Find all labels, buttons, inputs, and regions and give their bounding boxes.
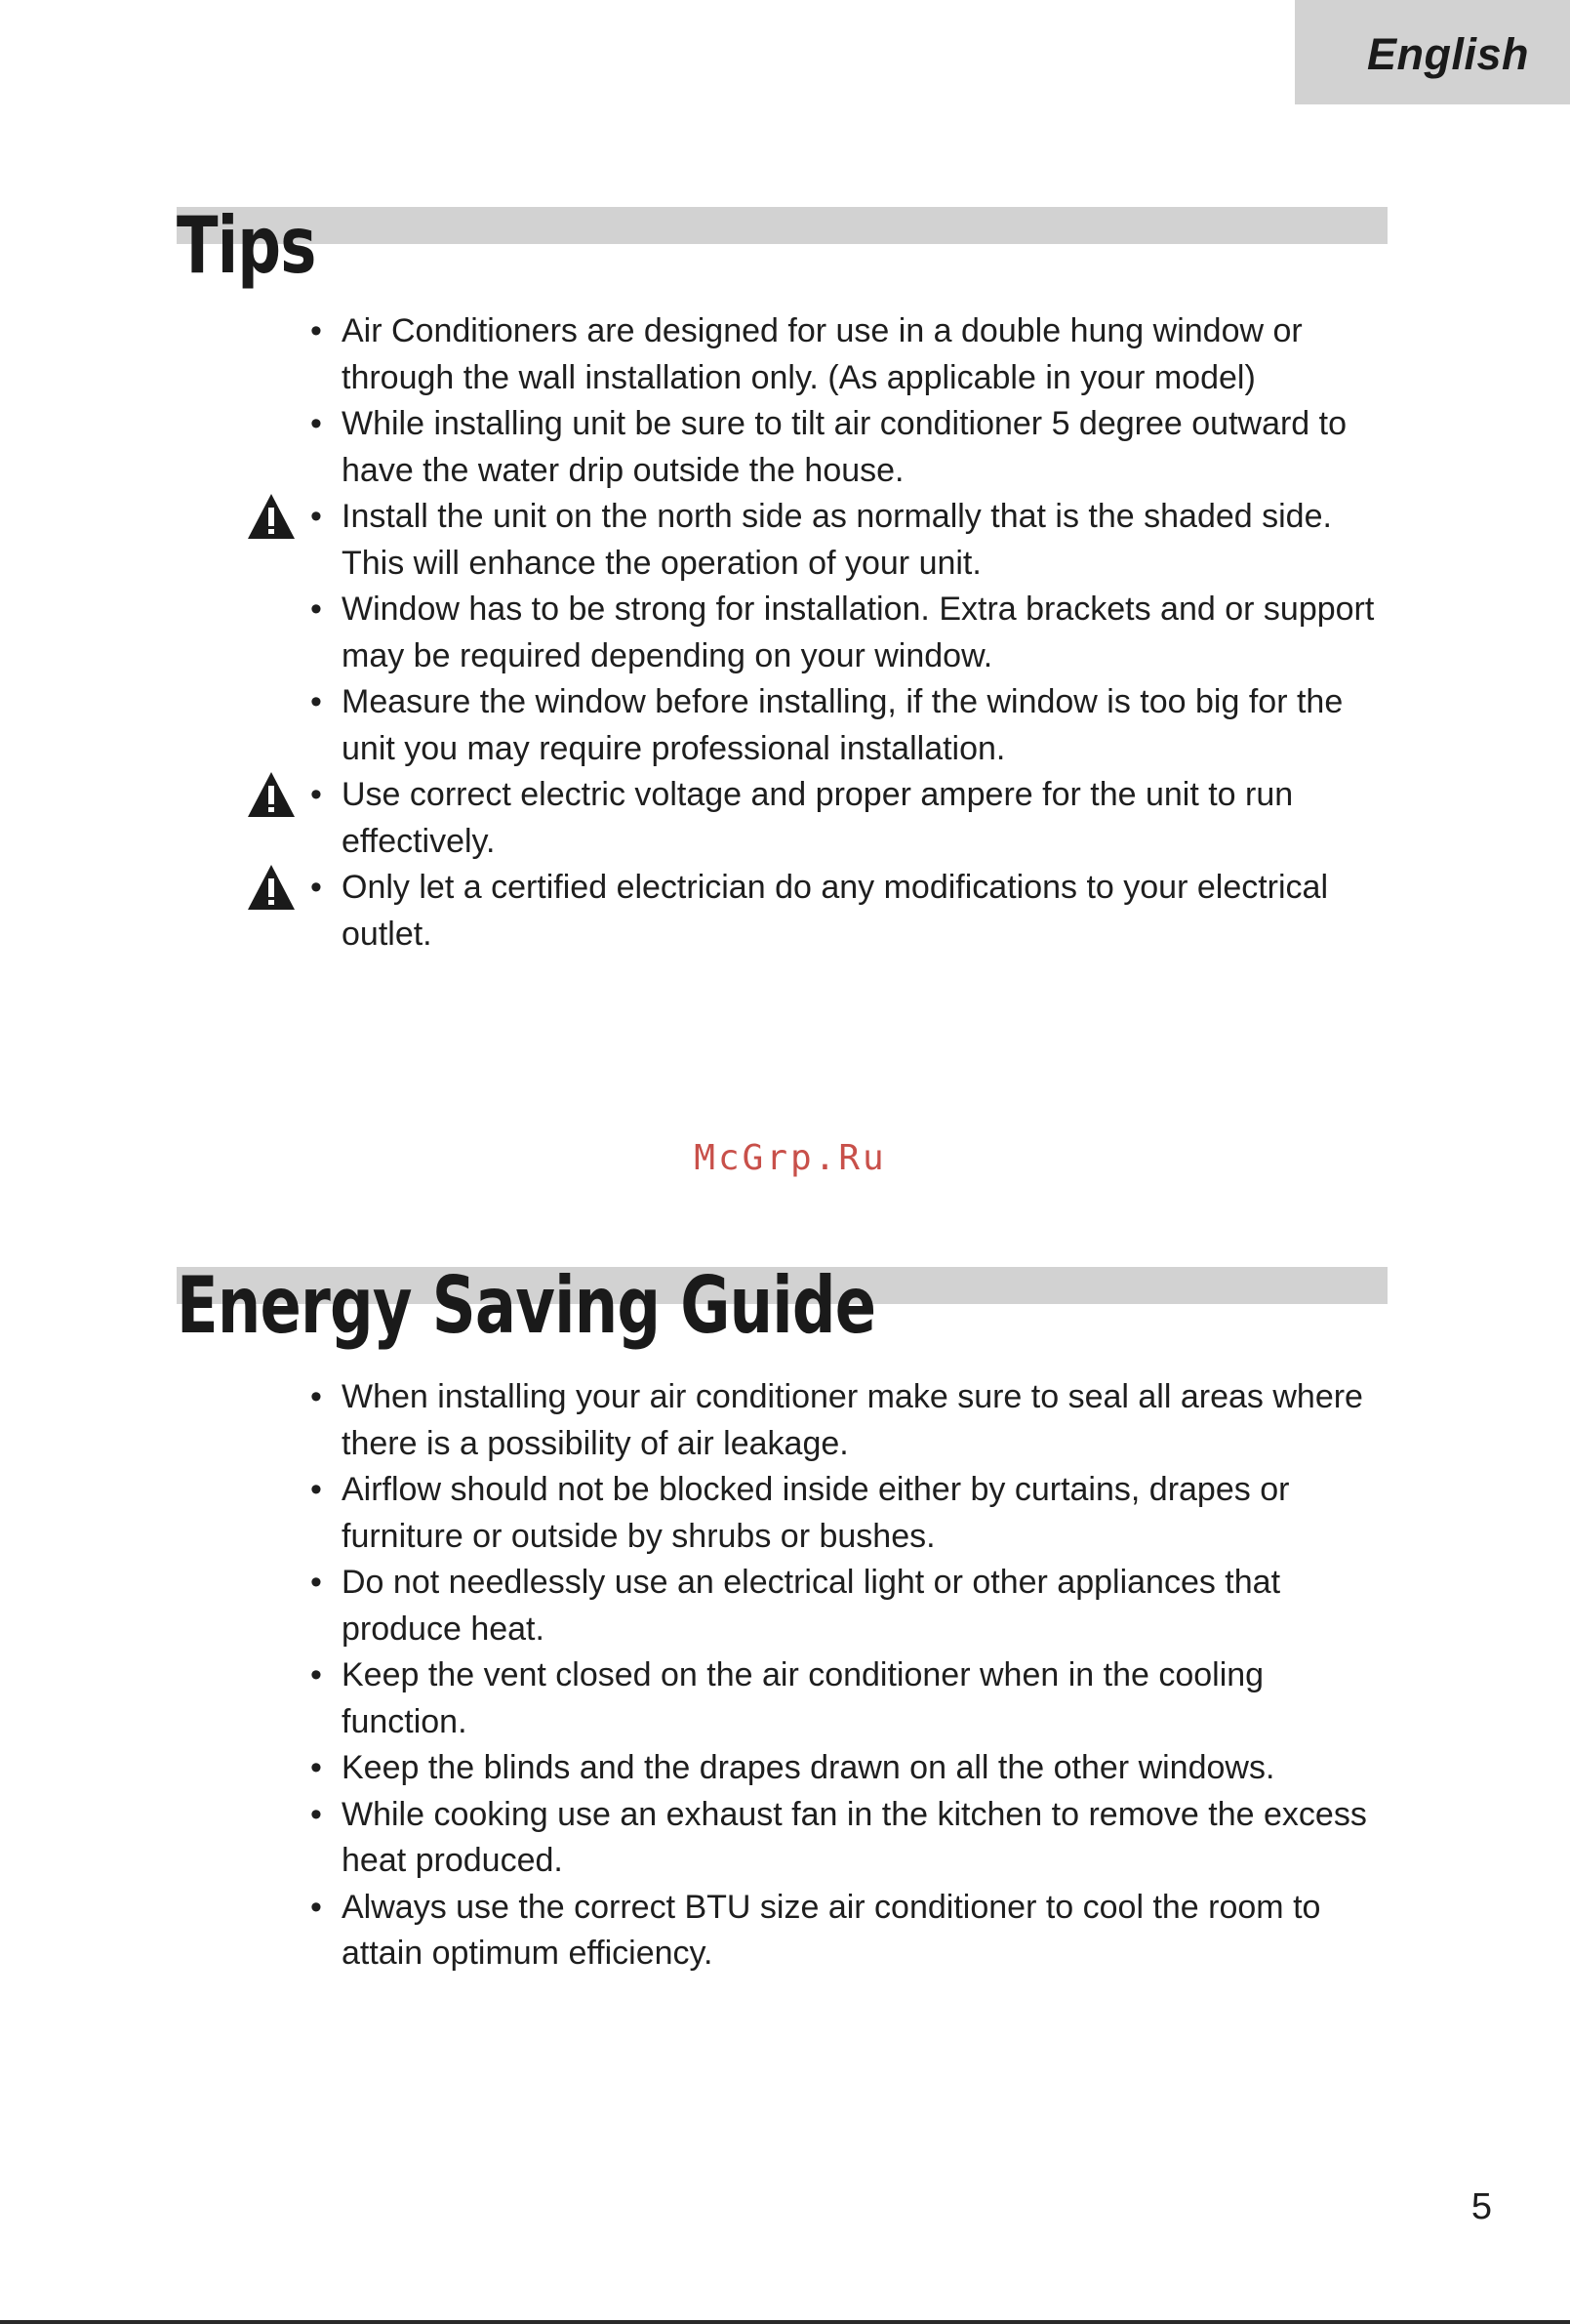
energy-item-text: Do not needlessly use an electrical light or other appliances that produce heat. [342,1564,1281,1648]
energy-item [0,1652,1386,1745]
bullet-dot: • [310,1749,322,1786]
tips-item [0,494,1386,587]
bullet-dot: • [310,869,322,906]
energy-list [0,1374,1570,1977]
energy-item-text: Keep the blinds and the drapes drawn on all the other windows. [342,1749,1275,1786]
tips-item [0,679,1386,772]
tips-item [0,772,1386,865]
language-tab [1295,0,1570,104]
bullet-dot: • [310,1564,322,1601]
tips-item-text: Use correct electric voltage and proper ampere for the unit to run effectively. [342,776,1294,860]
tips-item-text: Measure the window before installing, if the window is too big for the unit you may require professional installation. [342,683,1344,767]
energy-item-text: When installing your air conditioner make sure to seal all areas where there is a possibility of air leakage. [342,1378,1363,1462]
energy-item-text: Airflow should not be blocked inside either by curtains, drapes or furniture or outside by shrubs or bushes. [342,1471,1290,1555]
bullet-dot: • [310,776,322,813]
bullet-dot: • [310,1656,322,1693]
warning-triangle-icon [246,863,297,912]
energy-item-text: Keep the vent closed on the air conditioner when in the cooling function. [342,1656,1265,1740]
bullet-dot: • [310,405,322,442]
tips-item-text: Only let a certified electrician do any modifications to your electrical outlet. [342,869,1329,953]
tips-item-text: Air Conditioners are designed for use in a double hung window or through the wall installation only. (As applicable in your model) [342,312,1303,396]
tips-item [0,587,1386,679]
tips-list [0,308,1570,958]
page-number: 5 [1470,2186,1492,2227]
tips-header-bar [177,207,1388,244]
bullet-dot: • [310,591,322,628]
bottom-rule [0,2320,1570,2324]
tips-item [0,865,1386,958]
bullet-dot: • [310,1471,322,1508]
tips-item-text: Install the unit on the north side as normally that is the shaded side. This will enhance the operation of your unit. [342,498,1332,582]
warning-triangle-icon [246,770,297,819]
language-label: English [1366,29,1529,79]
energy-item [0,1560,1386,1652]
tips-item [0,401,1386,494]
bullet-dot: • [310,1378,322,1415]
bullet-dot: • [310,683,322,720]
energy-item [0,1745,1386,1792]
bullet-dot: • [310,1888,322,1926]
energy-item [0,1792,1386,1885]
bullet-dot: • [310,498,322,535]
watermark: McGrp.Ru [694,1138,887,1178]
bullet-dot: • [310,1795,322,1833]
warning-triangle-icon [246,492,297,541]
tips-item-text: While installing unit be sure to tilt air conditioner 5 degree outward to have the water drip outside the house. [342,405,1348,489]
energy-title: Energy Saving Guide [177,1260,876,1351]
energy-item-text: While cooking use an exhaust fan in the kitchen to remove the excess heat produced. [342,1795,1367,1879]
energy-item [0,1374,1386,1467]
bullet-dot: • [310,312,322,349]
energy-item [0,1885,1386,1977]
energy-item [0,1467,1386,1560]
energy-item-text: Always use the correct BTU size air conditioner to cool the room to attain optimum efficiency. [342,1888,1321,1972]
tips-item-text: Window has to be strong for installation. Extra brackets and or support may be required depending on your window. [342,591,1375,674]
tips-title: Tips [177,200,316,291]
tips-item [0,308,1386,401]
